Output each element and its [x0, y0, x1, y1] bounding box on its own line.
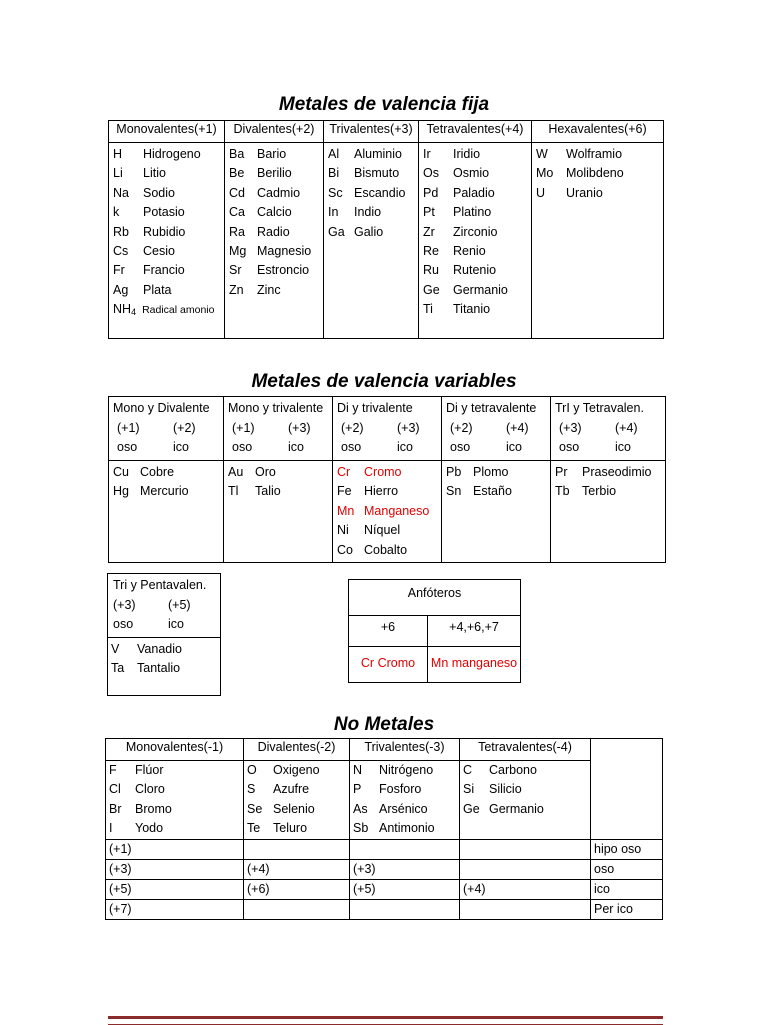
element-name: Azufre [273, 782, 310, 797]
element-entry [229, 223, 319, 242]
element-entry [247, 819, 346, 838]
valence-cell [460, 859, 591, 879]
element-name: Indio [354, 205, 382, 220]
element-symbol: Pb [446, 464, 462, 479]
nonmetals-table [105, 738, 663, 920]
element-symbol: W [536, 147, 548, 161]
element-entry [536, 184, 659, 203]
element-symbol: Sn [446, 484, 462, 499]
element-name: Cromo [364, 464, 402, 479]
valence-cell [350, 839, 460, 859]
element-entry [423, 261, 527, 280]
element-name: Cesio [143, 243, 175, 258]
section-title-variable-valence: Metales de valencia variables [251, 371, 517, 392]
element-name: Flúor [135, 763, 164, 777]
element-name: Calcio [257, 205, 292, 220]
element-name: Arsénico [379, 801, 428, 816]
element-name: Tantalio [137, 660, 181, 675]
header-di-tetravalent [442, 397, 551, 461]
element-name: Estaño [473, 484, 512, 499]
element-entry [229, 203, 319, 222]
element-symbol: Li [113, 166, 123, 181]
element-symbol: Fr [113, 263, 125, 278]
tp-header-v1: (+3) [113, 597, 136, 612]
element-symbol: Bi [328, 166, 340, 181]
ammonium-entry [113, 300, 220, 319]
element-symbol: Rb [113, 224, 129, 239]
column-mono-trivalent [224, 460, 333, 563]
element-entry [247, 780, 346, 799]
amphoteric-title: Anfóteros [349, 580, 521, 616]
element-entry [229, 145, 319, 164]
element-symbol: Sr [229, 263, 242, 278]
element-entry [328, 203, 414, 222]
element-name: Galio [354, 224, 384, 239]
fixed-valence-table [108, 120, 664, 339]
element-name: Osmio [453, 166, 490, 181]
ammonium-subscript: 4 [131, 307, 137, 318]
header-nm-divalent: Divalentes(-2) [244, 739, 350, 761]
element-entry [229, 261, 319, 280]
header-nm-monovalent: Monovalentes(-1) [106, 739, 244, 761]
element-name: Magnesio [257, 243, 312, 258]
amphoteric-valence-1: +6 [349, 616, 428, 647]
header-name: Di y trivalente [337, 401, 413, 415]
element-symbol: Se [247, 801, 263, 816]
element-name: Bario [257, 147, 287, 161]
element-symbol: Ir [423, 147, 431, 161]
header-name: Mono y Divalente [113, 401, 210, 415]
element-entry [353, 819, 456, 838]
element-name: Terbio [582, 484, 617, 499]
header-tetravalent: Tetravalentes(+4) [419, 121, 532, 143]
header-nm-suffix [591, 739, 663, 840]
element-name: Praseodimio [582, 464, 652, 479]
valence-cell: (+5) [106, 879, 244, 899]
element-entry [337, 521, 437, 541]
element-entry [353, 800, 456, 819]
element-name: Sodio [143, 185, 175, 200]
element-symbol: Pt [423, 205, 435, 220]
element-symbol: Cl [109, 782, 121, 797]
header-suffix-high: ico [615, 440, 631, 454]
element-entry [423, 145, 527, 164]
element-name: Níquel [364, 523, 401, 538]
valence-cell [350, 899, 460, 919]
element-name: Paladio [453, 185, 495, 200]
header-suffix-low: oso [559, 440, 580, 454]
element-name: Cobalto [364, 542, 408, 557]
valence-cell: (+6) [244, 879, 350, 899]
element-entry [111, 640, 217, 659]
header-trivalent: Trivalentes(+3) [324, 121, 419, 143]
element-entry [353, 780, 456, 799]
element-name: Iridio [453, 147, 481, 161]
element-entry [113, 463, 219, 483]
element-symbol: Ge [463, 801, 480, 816]
amphoteric-element-2: Mn manganeso [428, 647, 521, 683]
element-name: Plomo [473, 464, 509, 479]
element-name: Nitrógeno [379, 763, 434, 777]
header-monovalent: Monovalentes(+1) [109, 121, 225, 143]
element-name: Berilio [257, 166, 292, 181]
variable-valence-table [108, 396, 666, 563]
column-tetravalent [419, 143, 532, 339]
element-entry [536, 164, 659, 183]
header-valence-low: (+2) [450, 420, 473, 435]
column-monovalent [109, 143, 225, 339]
element-symbol: Ni [337, 523, 349, 538]
element-name: Bromo [135, 801, 172, 816]
amphoteric-table [348, 579, 521, 683]
element-entry [463, 800, 587, 819]
valence-cell: (+4) [244, 859, 350, 879]
element-symbol: C [463, 763, 473, 777]
element-entry [446, 463, 546, 483]
header-suffix-high: ico [506, 440, 522, 454]
element-symbol: Ga [328, 224, 345, 239]
column-tri-tetravalent [551, 460, 666, 563]
header-mono-trivalent [224, 397, 333, 461]
element-entry [337, 541, 437, 561]
element-name: Renio [453, 243, 486, 258]
valence-cell: (+1) [106, 839, 244, 859]
element-name: Titanio [453, 302, 491, 317]
element-symbol: Si [463, 782, 475, 797]
element-entry [337, 463, 437, 483]
element-name: Plata [143, 282, 172, 297]
header-valence-high: (+2) [173, 420, 196, 435]
element-symbol: Co [337, 542, 353, 557]
element-symbol: In [328, 205, 339, 220]
column-nm-trivalent [350, 761, 460, 840]
header-valence-high: (+3) [288, 420, 311, 435]
ammonium-symbol: NH [113, 302, 132, 317]
section-title-nonmetals: No Metales [333, 714, 435, 735]
header-valence-high: (+4) [506, 420, 529, 435]
header-tri-tetravalent [551, 397, 666, 461]
element-entry [353, 761, 456, 780]
element-symbol: Hg [113, 484, 129, 499]
element-symbol: P [353, 782, 362, 797]
header-valence-high: (+3) [397, 420, 420, 435]
element-name: Fosforo [379, 782, 422, 797]
element-name: Wolframio [566, 147, 623, 161]
header-valence-low: (+1) [232, 420, 255, 435]
element-name: Cloro [135, 782, 165, 797]
element-symbol: Ru [423, 263, 439, 278]
element-symbol: Fe [337, 484, 352, 499]
element-symbol: Ti [423, 302, 433, 317]
element-name: Zirconio [453, 224, 498, 239]
element-name: Cadmio [257, 185, 301, 200]
element-symbol: V [111, 641, 120, 656]
element-entry [229, 281, 319, 300]
valence-cell [244, 839, 350, 859]
tp-header-s1: oso [113, 617, 134, 631]
header-suffix-high: ico [288, 440, 304, 454]
element-symbol: k [113, 205, 120, 220]
valence-suffix-cell: hipo oso [591, 839, 663, 859]
element-entry [328, 184, 414, 203]
element-name: Selenio [273, 801, 315, 816]
tri-pentavalent-table [107, 573, 221, 696]
element-entry [328, 164, 414, 183]
element-name: Cobre [140, 464, 175, 479]
element-entry [229, 184, 319, 203]
element-name: Yodo [135, 821, 164, 836]
element-entry [423, 203, 527, 222]
element-entry [113, 242, 220, 261]
element-symbol: S [247, 782, 256, 797]
element-symbol: Mn [337, 503, 355, 518]
element-entry [423, 300, 527, 319]
element-name: Platino [453, 205, 492, 220]
element-entry [113, 184, 220, 203]
element-entry [337, 482, 437, 502]
element-symbol: Mo [536, 166, 554, 181]
valence-cell: (+5) [350, 879, 460, 899]
element-name: Litio [143, 166, 166, 181]
element-entry [423, 281, 527, 300]
element-symbol: Au [228, 464, 244, 479]
element-entry [228, 463, 328, 483]
valence-suffix-cell: ico [591, 879, 663, 899]
valence-cell: (+7) [106, 899, 244, 919]
element-symbol: N [353, 763, 363, 777]
element-symbol: Os [423, 166, 439, 181]
amphoteric-valence-2: +4,+6,+7 [428, 616, 521, 647]
valence-cell: (+3) [350, 859, 460, 879]
element-symbol: O [247, 763, 257, 777]
element-symbol: Sb [353, 821, 369, 836]
valence-cell: (+3) [106, 859, 244, 879]
valence-cell: (+4) [460, 879, 591, 899]
element-name: Escandio [354, 185, 406, 200]
element-symbol: U [536, 185, 546, 200]
element-entry [111, 659, 217, 678]
element-entry [423, 184, 527, 203]
element-entry [113, 482, 219, 502]
header-mono-divalent [109, 397, 224, 461]
element-name: Germanio [489, 801, 544, 816]
column-di-trivalent [333, 460, 442, 563]
element-entry [536, 145, 659, 164]
header-name: Di y tetravalente [446, 401, 537, 415]
element-symbol: Ge [423, 282, 440, 297]
element-entry [328, 223, 414, 242]
element-symbol: Pd [423, 185, 439, 200]
header-suffix-high: ico [173, 440, 189, 454]
column-hexavalent [532, 143, 664, 339]
header-suffix-low: oso [341, 440, 362, 454]
valence-suffix-cell: oso [591, 859, 663, 879]
header-valence-low: (+3) [559, 420, 582, 435]
element-symbol: Be [229, 166, 245, 181]
valence-row [106, 879, 663, 899]
element-entry [423, 164, 527, 183]
element-name: Teluro [273, 821, 308, 836]
column-mono-divalent [109, 460, 224, 563]
header-hexavalent: Hexavalentes(+6) [532, 121, 664, 143]
element-symbol: H [113, 147, 123, 161]
element-entry [555, 482, 661, 502]
element-symbol: I [109, 821, 113, 836]
element-name: Mercurio [140, 484, 189, 499]
element-name: Rubidio [143, 224, 186, 239]
element-symbol: Zr [423, 224, 435, 239]
tp-header-v2: (+5) [168, 597, 191, 612]
valence-row [106, 839, 663, 859]
element-entry [228, 482, 328, 502]
amphoteric-element-1: Cr Cromo [349, 647, 428, 683]
element-entry [113, 281, 220, 300]
element-entry [423, 223, 527, 242]
element-name: Silicio [489, 782, 522, 797]
header-di-trivalent [333, 397, 442, 461]
header-valence-low: (+1) [117, 420, 140, 435]
ammonium-name: Radical amonio [142, 304, 215, 317]
element-symbol: Sc [328, 185, 343, 200]
element-name: Molibdeno [566, 166, 624, 181]
element-entry [229, 242, 319, 261]
element-name: Bismuto [354, 166, 400, 181]
element-name: Oro [255, 464, 276, 479]
header-nm-trivalent: Trivalentes(-3) [350, 739, 460, 761]
header-suffix-low: oso [450, 440, 471, 454]
section-title-fixed-valence: Metales de valencia fija [278, 94, 490, 115]
header-valence-low: (+2) [341, 420, 364, 435]
element-symbol: Br [109, 801, 122, 816]
header-suffix-low: oso [232, 440, 253, 454]
valence-row [106, 899, 663, 919]
element-entry [463, 780, 587, 799]
element-symbol: Pr [555, 464, 568, 479]
element-name: Rutenio [453, 263, 497, 278]
element-symbol: Ca [229, 205, 245, 220]
element-symbol: Ag [113, 282, 129, 297]
element-entry [109, 819, 240, 838]
element-name: Radio [257, 224, 290, 239]
element-name: Aluminio [354, 147, 402, 161]
element-name: Talio [255, 484, 281, 499]
element-symbol: Cd [229, 185, 245, 200]
element-symbol: Tl [228, 484, 239, 499]
valence-row [106, 859, 663, 879]
element-entry [229, 164, 319, 183]
column-di-tetravalent [442, 460, 551, 563]
element-symbol: As [353, 801, 368, 816]
element-symbol: Re [423, 243, 439, 258]
element-entry [109, 800, 240, 819]
element-entry [555, 463, 661, 483]
valence-cell [244, 899, 350, 919]
header-suffix-low: oso [117, 440, 138, 454]
valence-cell [460, 839, 591, 859]
header-valence-high: (+4) [615, 420, 638, 435]
element-name: Potasio [143, 205, 185, 220]
header-divalent: Divalentes(+2) [225, 121, 324, 143]
element-name: Oxigeno [273, 763, 320, 777]
column-nm-monovalent [106, 761, 244, 840]
element-name: Antimonio [379, 821, 435, 836]
element-symbol: Cr [337, 464, 351, 479]
element-symbol: Cu [113, 464, 129, 479]
element-name: Manganeso [364, 503, 430, 518]
element-symbol: Mg [229, 243, 247, 258]
element-entry [109, 761, 240, 780]
element-symbol: Ra [229, 224, 245, 239]
element-entry [247, 800, 346, 819]
element-symbol: Ta [111, 660, 125, 675]
element-entry [113, 164, 220, 183]
element-name: Estroncio [257, 263, 310, 278]
element-symbol: Cs [113, 243, 129, 258]
element-entry [113, 261, 220, 280]
element-name: Hierro [364, 484, 399, 499]
element-entry [109, 780, 240, 799]
element-name: Vanadio [137, 641, 182, 656]
element-symbol: Zn [229, 282, 244, 297]
header-tri-pentavalent [108, 574, 221, 638]
valence-suffix-cell: Per ico [591, 899, 663, 919]
column-nm-tetravalent [460, 761, 591, 840]
element-symbol: Al [328, 147, 340, 161]
tp-header-s2: ico [168, 617, 184, 631]
element-name: Carbono [489, 763, 537, 777]
element-entry [463, 761, 587, 780]
element-entry [113, 145, 220, 164]
element-entry [328, 145, 414, 164]
element-name: Hidrogeno [143, 147, 201, 161]
element-name: Uranio [566, 185, 603, 200]
column-trivalent [324, 143, 419, 339]
tp-header-name: Tri y Pentavalen. [113, 578, 207, 592]
column-divalent [225, 143, 324, 339]
header-name: TrI y Tetravalen. [555, 401, 644, 415]
element-entry [423, 242, 527, 261]
element-name: Germanio [453, 282, 508, 297]
column-nm-divalent [244, 761, 350, 840]
column-tri-pentavalent [108, 637, 221, 695]
element-entry [446, 482, 546, 502]
element-symbol: F [109, 763, 117, 777]
header-nm-tetravalent: Tetravalentes(-4) [460, 739, 591, 761]
element-entry [113, 223, 220, 242]
element-name: Zinc [257, 282, 281, 297]
header-name: Mono y trivalente [228, 401, 324, 415]
element-entry [113, 203, 220, 222]
element-entry [337, 502, 437, 522]
header-suffix-high: ico [397, 440, 413, 454]
element-symbol: Ba [229, 147, 245, 161]
element-entry [247, 761, 346, 780]
element-name: Francio [143, 263, 185, 278]
element-symbol: Te [247, 821, 261, 836]
element-symbol: Na [113, 185, 129, 200]
valence-cell [460, 899, 591, 919]
element-symbol: Tb [555, 484, 570, 499]
